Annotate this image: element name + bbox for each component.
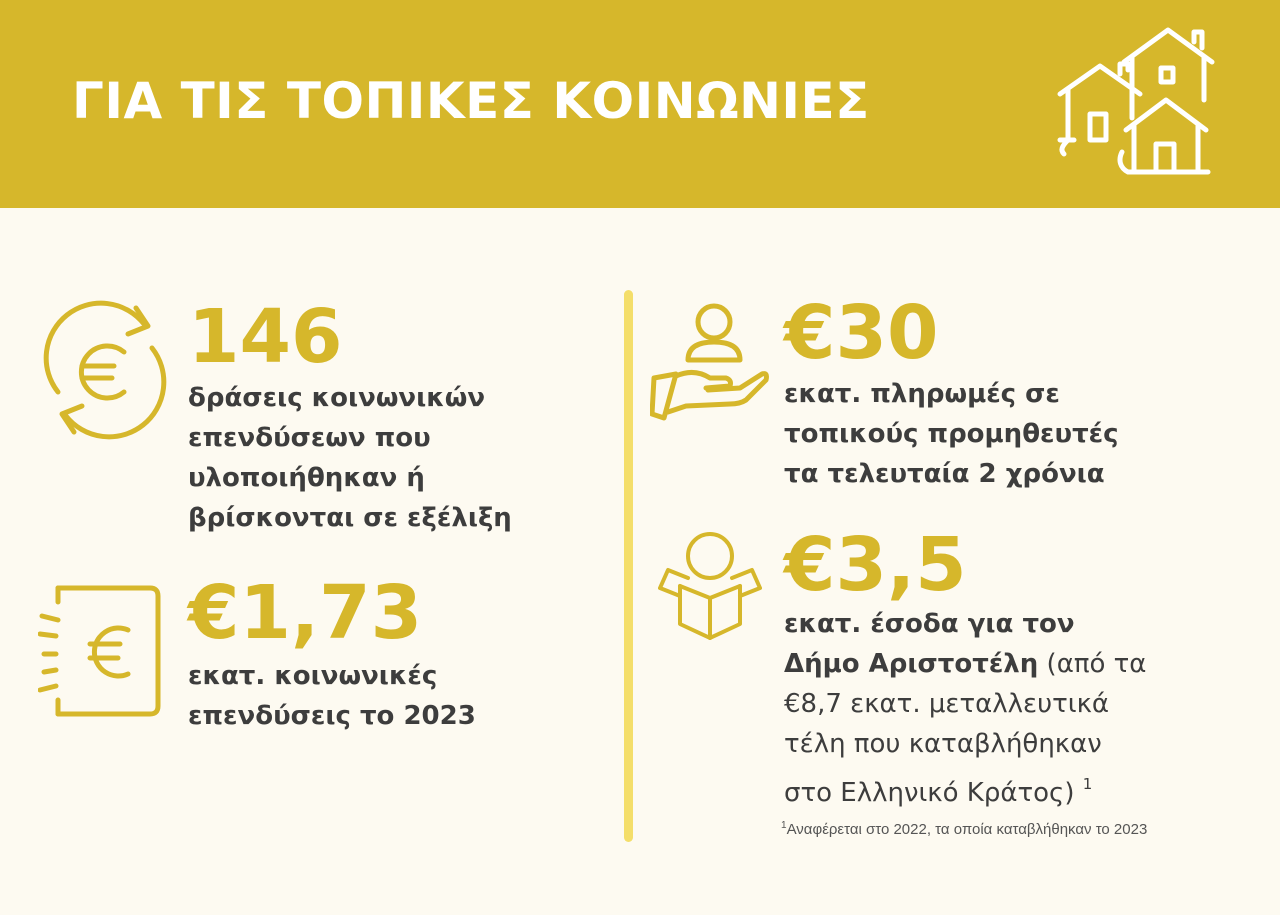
stat-revenue bbox=[784, 522, 1147, 813]
footnote-number: 1 bbox=[781, 820, 787, 831]
stat-investments bbox=[188, 570, 476, 736]
stat-revenue-description bbox=[784, 604, 1146, 813]
stat-actions-description bbox=[188, 378, 512, 538]
municipality-name: Δήμο Αριστοτέλη bbox=[784, 649, 1039, 679]
stat-actions-value: 146 bbox=[188, 294, 343, 380]
stat-actions-line: επενδύσεων που bbox=[188, 423, 431, 453]
stat-investments-value: €1,73 bbox=[188, 570, 423, 656]
euro-document-icon bbox=[38, 582, 164, 722]
stat-revenue-line-text: στο Ελληνικό Κράτος) bbox=[784, 778, 1075, 808]
footnote bbox=[781, 820, 1147, 838]
stat-revenue-line: €8,7 εκατ. μεταλλευτικά bbox=[784, 689, 1110, 719]
stat-actions-line: υλοποιήθηκαν ή bbox=[188, 463, 425, 493]
stat-investments-line: εκατ. κοινωνικές bbox=[188, 661, 438, 691]
stat-revenue-line: τέλη που καταβλήθηκαν bbox=[784, 729, 1102, 759]
column-divider bbox=[624, 290, 633, 842]
stat-actions-line: βρίσκονται σε εξέλιξη bbox=[188, 503, 512, 533]
stat-investments-description bbox=[188, 656, 476, 736]
stat-payments-line: τα τελευταία 2 χρόνια bbox=[784, 459, 1105, 489]
stat-revenue-line bbox=[784, 764, 1146, 813]
stat-investments-line: επενδύσεις το 2023 bbox=[188, 701, 476, 731]
stat-payments-line: εκατ. πληρωμές σε bbox=[784, 379, 1060, 409]
stat-revenue-value: €3,5 bbox=[784, 522, 967, 608]
footnote-marker: 1 bbox=[1082, 775, 1093, 793]
euro-cycle-icon bbox=[40, 300, 170, 440]
stat-revenue-line: εκατ. έσοδα για τον bbox=[784, 609, 1075, 639]
stat-payments-line: τοπικούς προμηθευτές bbox=[784, 419, 1119, 449]
hand-person-icon bbox=[650, 300, 770, 422]
stat-payments bbox=[784, 290, 1119, 494]
footnote-text: Αναφέρεται στο 2022, τα οποία καταβλήθηκαν το 2023 bbox=[786, 821, 1148, 838]
stat-actions-line: δράσεις κοινωνικών bbox=[188, 383, 486, 413]
stat-revenue-line bbox=[784, 644, 1146, 684]
stat-payments-value: €30 bbox=[784, 290, 939, 376]
header-banner bbox=[0, 0, 1280, 208]
coin-box-icon bbox=[658, 530, 762, 642]
stat-actions bbox=[188, 294, 512, 538]
houses-icon bbox=[1048, 22, 1218, 182]
stat-payments-description bbox=[784, 374, 1119, 494]
page-title: ΓΙΑ ΤΙΣ ΤΟΠΙΚΕΣ ΚΟΙΝΩΝΙΕΣ bbox=[72, 72, 870, 130]
stat-revenue-line-rest: (από τα bbox=[1038, 649, 1147, 679]
